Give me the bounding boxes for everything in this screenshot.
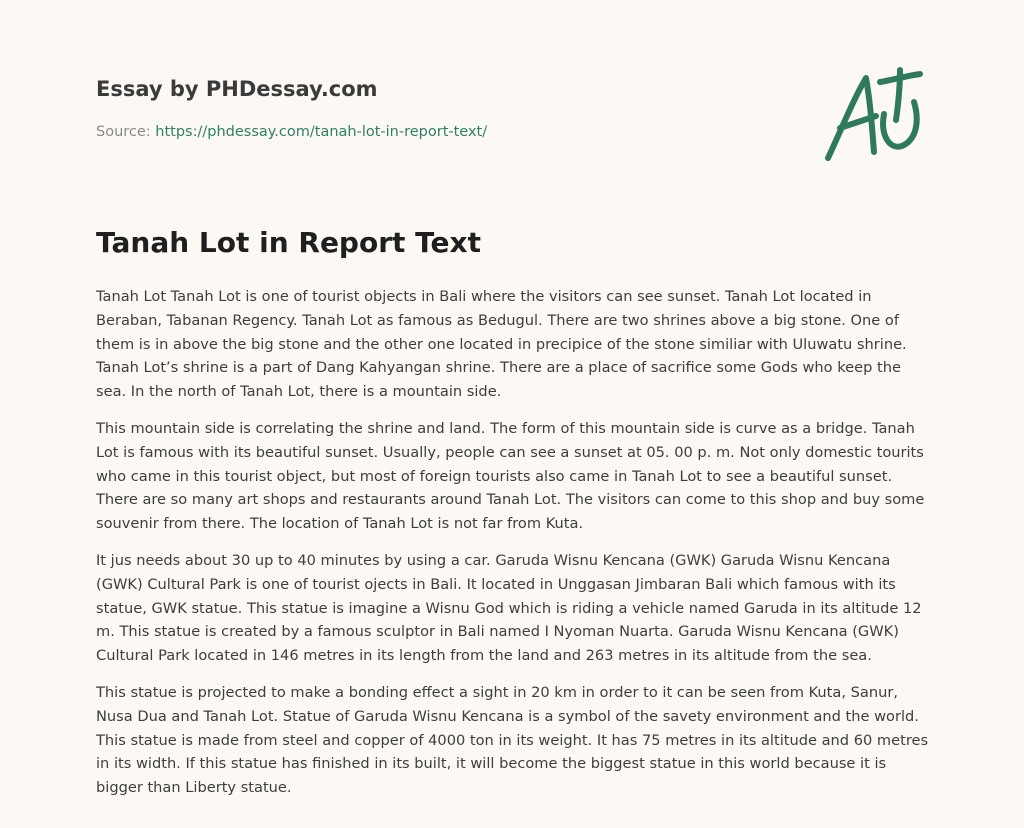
a-plus-grade-icon: [820, 66, 930, 166]
paragraph: It jus needs about 30 up to 40 minutes by using a car. Garuda Wisnu Kencana (GWK) Garuda Wisnu Kencana (GWK) Cultural Park is one of tourist ojects in Bali. It located in Unggasan Jimbaran Bali which famous with its statue, GWK statue. This statue is imagine a Wisnu God which is riding a vehicle named Garuda in its altitude 12 m. This statue is created by a famous sculptor in Bali named I Nyoman Nuarta. Garuda Wisnu Kencana (GWK) Cultural Park located in 146 metres in its length from the land and 263 metres in its altitude from the sea.: [96, 551, 922, 665]
paragraph: This mountain side is correlating the shrine and land. The form of this mountain side is curve as a bridge. Tanah Lot is famous with its beautiful sunset. Usually, people can see a sunset at 05. 00 p. m. Not only domestic tourits who came in this tourist object, but most of foreign tourists also came in Tanah Lot to see a beautiful sunset. There are so many art shops and restaurants around Tanah Lot. The visitors can come to this shop and buy some souvenir from there. The location of Tanah Lot is not far from Kuta.: [96, 419, 925, 533]
essay-body: [96, 285, 932, 813]
source-link[interactable]: https://phdessay.com/tanah-lot-in-report-text/: [155, 124, 488, 140]
paragraph: This statue is projected to make a bonding effect a sight in 20 km in order to it can be seen from Kuta, Sanur, Nusa Dua and Tanah Lot. Statue of Garuda Wisnu Kencana is a symbol of the savety environment and the world. This statue is made from steel and copper of 4000 ton in its weight. It has 75 metres in its altitude and 60 metres in its width. If this statue has finished in its built, it will become the biggest statue in this world because it is bigger than Liberty statue.: [96, 683, 929, 797]
site-brand: Essay by PHDessay.com: [96, 77, 378, 101]
essay-title: Tanah Lot in Report Text: [96, 226, 481, 259]
paragraph: Tanah Lot Tanah Lot is one of tourist objects in Bali where the visitors can see sunset. Tanah Lot located in Beraban, Tabanan Regency. Tanah Lot as famous as Bedugul. There are two shrines above a big stone. One of them is in above the big stone and the other one located in precipice of the stone similiar with Uluwatu shrine. Tanah Lot’s shrine is a part of Dang Kahyangan shrine. There are a place of sacrifice some Gods who keep the sea. In the north of Tanah Lot, there is a mountain side.: [96, 288, 907, 401]
source-line: [96, 124, 487, 140]
source-label: Source:: [96, 124, 151, 140]
